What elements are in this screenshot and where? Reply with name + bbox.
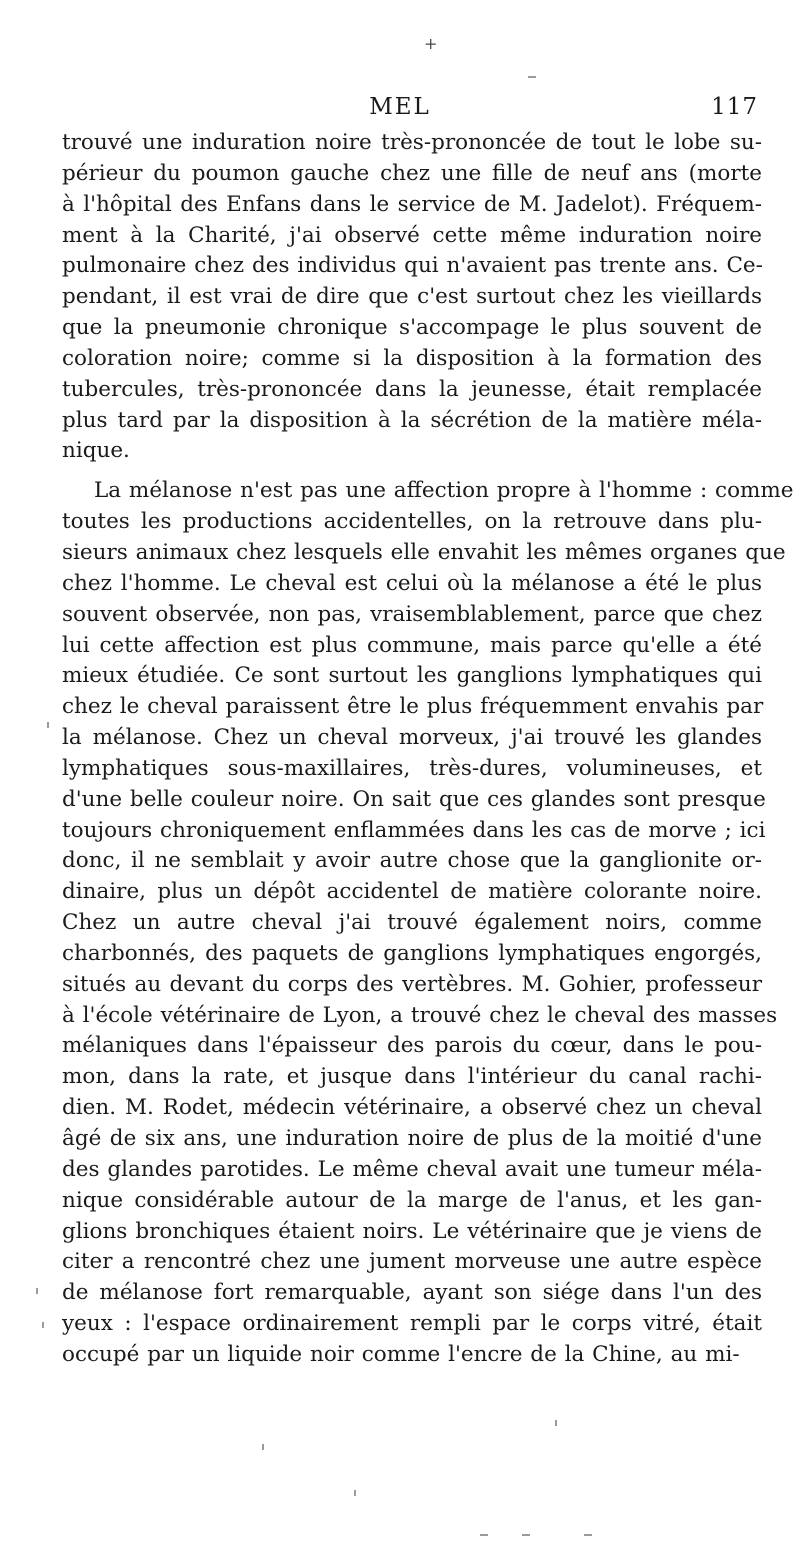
paragraph [62, 128, 762, 467]
text-line: dinaire, plus un dépôt accidentel de matière colorante noire. [62, 879, 762, 905]
text-line: toujours chroniquement enflammées dans les cas de morve ; ici [62, 817, 766, 843]
margin-speck [354, 1490, 356, 1496]
ink-dash [480, 1534, 488, 1536]
text-line: tubercules, très-prononcée dans la jeunesse, était remplacée [62, 376, 762, 402]
margin-speck [555, 1420, 557, 1426]
text-line: périeur du poumon gauche chez une fille de neuf ans (morte [62, 160, 762, 186]
text-line: pulmonaire chez des individus qui n'avaient pas trente ans. Ce- [62, 253, 763, 279]
text-line: à l'hôpital des Enfans dans le service de M. Jadelot). Fréquem- [62, 191, 762, 217]
ink-dash [584, 1534, 592, 1536]
text-line: que la pneumonie chronique s'accompage le plus souvent de [62, 315, 762, 341]
text-line: glions bronchiques étaient noirs. Le vétérinaire que je viens de [62, 1218, 762, 1244]
text-line: lymphatiques sous-maxillaires, très-dures, volumineuses, et [62, 755, 762, 781]
text-line: chez le cheval paraissent être le plus fréquemment envahis par [62, 694, 764, 720]
ink-dash [522, 1534, 530, 1536]
text-line: nique considérable autour de la marge de l'anus, et les gan- [62, 1187, 762, 1213]
text-line: mon, dans la rate, et jusque dans l'intérieur du canal rachi- [62, 1064, 762, 1090]
running-title: MEL [369, 94, 431, 120]
text-line: souvent observée, non pas, vraisemblablement, parce que chez [62, 601, 762, 627]
text-line: de mélanose fort remarquable, ayant son siége dans l'un des [62, 1280, 762, 1306]
text-line: mieux étudiée. Ce sont surtout les ganglions lymphatiques qui [62, 663, 762, 689]
margin-speck [47, 722, 49, 728]
text-line: coloration noire; comme si la disposition à la formation des [62, 345, 762, 371]
paragraph [62, 476, 794, 1370]
page-number: 117 [711, 94, 758, 120]
text-line: citer a rencontré chez une jument morveuse une autre espèce [62, 1249, 762, 1275]
text-line: occupé par un liquide noir comme l'encre de la Chine, au mi- [62, 1341, 740, 1367]
text-line: trouvé une induration noire très-prononcée de tout le lobe su- [62, 130, 762, 155]
text-line: Chez un autre cheval j'ai trouvé également noirs, comme [62, 910, 762, 936]
text-line: donc, il ne semblait y avoir autre chose que la ganglionite or- [62, 848, 762, 874]
text-line: des glandes parotides. Le même cheval avait une tumeur méla- [62, 1156, 762, 1182]
text-line: sieurs animaux chez lesquels elle envahit les mêmes organes que [62, 539, 786, 565]
top-mark: + [424, 34, 438, 53]
margin-speck [36, 1288, 38, 1294]
body-text [62, 128, 794, 1380]
text-line: âgé de six ans, une induration noire de plus de la moitié d'une [62, 1126, 762, 1151]
text-line: ment à la Charité, j'ai observé cette même induration noire [62, 222, 762, 248]
text-line: pendant, il est vrai de dire que c'est surtout chez les vieillards [62, 284, 762, 310]
text-line: mélaniques dans l'épaisseur des parois du cœur, dans le pou- [62, 1033, 762, 1059]
running-head [0, 94, 800, 124]
text-line: la mélanose. Chez un cheval morveux, j'ai trouvé les glandes [62, 725, 762, 751]
text-line: lui cette affection est plus commune, mais parce qu'elle a été [62, 632, 762, 658]
text-line: d'une belle couleur noire. On sait que ces glandes sont presque [62, 786, 766, 812]
text-line: dien. M. Rodet, médecin vétérinaire, a observé chez un cheval [62, 1095, 762, 1121]
text-line: La mélanose n'est pas une affection propre à l'homme : comme [94, 478, 794, 504]
text-line: plus tard par la disposition à la sécrétion de la matière méla- [62, 407, 762, 433]
text-line: nique. [62, 438, 130, 464]
text-line: situés au devant du corps des vertèbres. M. Gohier, professeur [62, 971, 762, 997]
ink-dash [528, 76, 536, 78]
text-line: chez l'homme. Le cheval est celui où la mélanose a été le plus [62, 570, 762, 596]
margin-speck [42, 1322, 44, 1328]
margin-speck [262, 1444, 264, 1450]
text-line: yeux : l'espace ordinairement rempli par le corps vitré, était [62, 1311, 762, 1337]
text-line: toutes les productions accidentelles, on la retrouve dans plu- [62, 509, 762, 535]
text-line: à l'école vétérinaire de Lyon, a trouvé chez le cheval des masses [62, 1002, 778, 1028]
text-line: charbonnés, des paquets de ganglions lymphatiques engorgés, [62, 940, 762, 966]
